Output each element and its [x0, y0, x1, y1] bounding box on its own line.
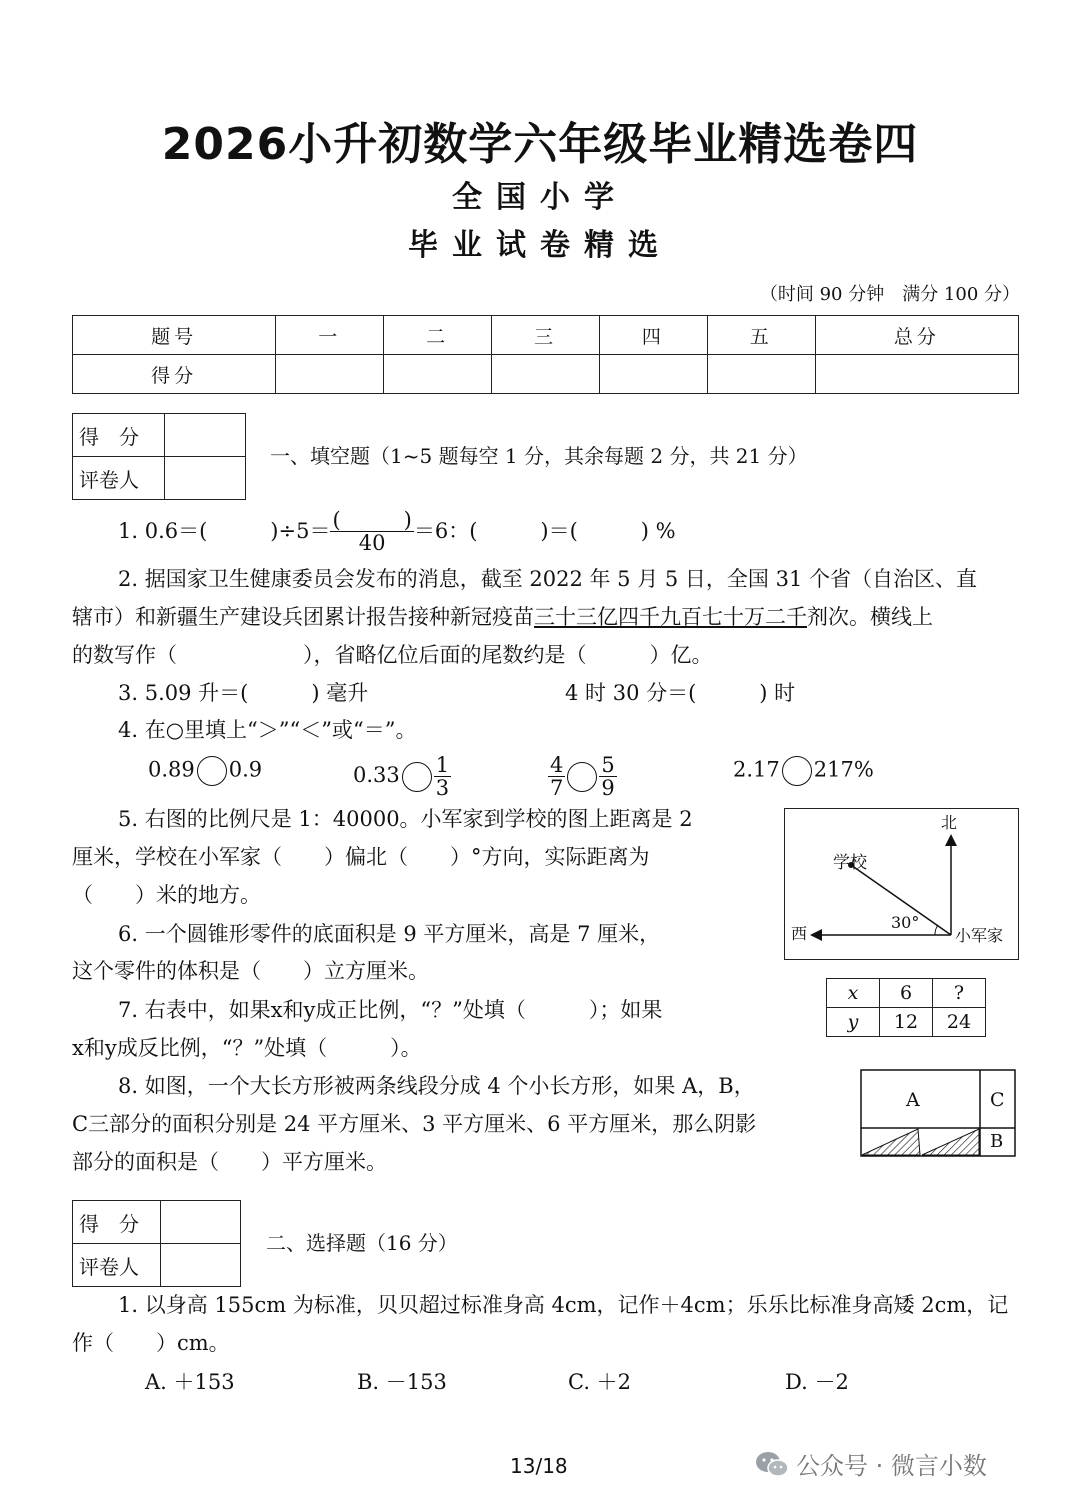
x-value: ? [933, 979, 986, 1008]
score-header-cell: 一 [276, 316, 384, 355]
q1-8-line1: 8. 如图，一个大长方形被两条线段分成 4 个小长方形，如果 A，B， [118, 1074, 755, 1098]
grader-score-label: 得 分 [73, 1201, 161, 1244]
q1-4-compare-1 [148, 756, 262, 786]
score-header-cell: 三 [492, 316, 600, 355]
q1-3-part-a: 3. 5.09 升＝( ) 毫升 [118, 681, 369, 705]
q1-8-line3: 部分的面积是（ ）平方厘米。 [72, 1150, 387, 1174]
angle-label: 30° [891, 913, 920, 932]
compare-circle[interactable] [402, 762, 432, 792]
q1-7-line2: x和y成反比例，“？”处填（ ）。 [72, 1036, 422, 1060]
option-c[interactable]: C. ＋2 [568, 1370, 632, 1394]
rectangle-figure [860, 1069, 1016, 1157]
q1-2-underlined-number: 三十三亿四千九百七十万二千 [534, 605, 807, 629]
y-value: 24 [933, 1008, 986, 1037]
option-a[interactable]: A. ＋153 [145, 1370, 235, 1394]
q1-4-compare-2 [353, 754, 451, 799]
page-number: 13/18 [510, 1454, 568, 1478]
grader-score-label: 得 分 [73, 414, 165, 457]
y-label: y [827, 1008, 880, 1037]
fraction [548, 754, 565, 799]
wechat-icon [754, 1450, 790, 1480]
q1-6-line2: 这个零件的体积是（ ）立方厘米。 [72, 959, 429, 983]
x-label: x [827, 979, 880, 1008]
grader-name-label: 评卷人 [73, 457, 165, 500]
compare-left: 0.89 [148, 757, 195, 782]
angle-arc [935, 925, 938, 935]
score-input-cell[interactable] [492, 355, 600, 394]
grader-name-label: 评卷人 [73, 1244, 161, 1287]
subtitle-national: 全国小学 [452, 180, 628, 215]
region-a-label: A [906, 1089, 920, 1111]
fraction-denominator: 9 [601, 776, 615, 801]
fraction-numerator: ( ) [332, 508, 412, 532]
fraction-numerator: 1 [435, 753, 450, 777]
score-row-label: 得分 [73, 355, 276, 394]
q1-1 [118, 508, 676, 556]
q1-1-part-a: 1. 0.6＝( )÷5＝ [118, 519, 331, 544]
fraction-denominator: 40 [358, 531, 386, 556]
score-header-cell: 二 [384, 316, 492, 355]
fraction [599, 754, 616, 799]
fraction-denominator: 3 [435, 776, 450, 801]
compare-circle[interactable] [782, 756, 812, 786]
q1-2-line1: 2. 据国家卫生健康委员会发布的消息，截至 2022 年 5 月 5 日，全国 31 个省（自治区、直 [118, 567, 977, 591]
q1-2-text: 辖市）和新疆生产建设兵团累计报告接种新冠疫苗 [72, 605, 534, 629]
score-header-cell: 总分 [815, 316, 1018, 355]
q1-7-line1: 7. 右表中，如果x和y成正比例，“？”处填（ ）；如果 [118, 998, 663, 1022]
compare-left: 0.33 [353, 763, 400, 788]
west-label: 西 [791, 924, 808, 943]
shaded-triangle [922, 1129, 979, 1155]
q2-1-line2: 作（ ）cm。 [72, 1331, 230, 1355]
fraction [434, 754, 451, 799]
score-table [72, 315, 1019, 394]
score-input-cell[interactable] [276, 355, 384, 394]
option-b[interactable]: B. －153 [357, 1370, 447, 1394]
fraction-numerator: 4 [550, 753, 564, 777]
option-d[interactable]: D. －2 [785, 1370, 849, 1394]
home-label: 小军家 [955, 926, 1004, 945]
direction-map-figure [784, 808, 1019, 960]
q1-2-line2 [72, 607, 933, 628]
score-table-row [73, 355, 1019, 394]
section1-title: 一、填空题（1~5 题每空 1 分，其余每题 2 分，共 21 分） [270, 444, 808, 468]
q1-1-part-b: ＝6：( )＝( ) % [413, 519, 676, 544]
compare-right: 217% [813, 757, 874, 782]
q1-4-line1: 4. 在○里填上“＞”“＜”或“＝”。 [118, 718, 417, 742]
q1-5-line2: 厘米，学校在小军家（ ）偏北（ ）°方向，实际距离为 [72, 845, 650, 869]
q2-1-line1: 1. 以身高 155cm 为标准，贝贝超过标准身高 4cm，记作＋4cm；乐乐比标准身高矮 2cm，记 [118, 1293, 1009, 1317]
x-value: 6 [880, 979, 933, 1008]
school-label: 学校 [833, 853, 867, 873]
score-header-cell: 五 [707, 316, 815, 355]
q1-3-part-b: 4 时 30 分＝( ) 时 [565, 681, 796, 705]
y-value: 12 [880, 1008, 933, 1037]
q1-4-compare-3 [548, 754, 617, 799]
score-input-cell[interactable] [707, 355, 815, 394]
page-title: 2026小升初数学六年级毕业精选卷四 [161, 119, 919, 170]
compare-circle[interactable] [197, 756, 227, 786]
fraction-denominator: 7 [550, 776, 564, 801]
compare-circle[interactable] [567, 762, 597, 792]
xy-table [826, 978, 986, 1037]
q1-1-fraction [330, 509, 413, 554]
north-label: 北 [941, 813, 958, 832]
q1-2-line3: 的数写作（ ），省略亿位后面的尾数约是（ ）亿。 [72, 643, 713, 667]
q1-2-text-end: 剂次。横线上 [807, 605, 933, 629]
region-c-label: C [990, 1089, 1005, 1111]
grader-name-input[interactable] [165, 457, 246, 500]
q1-5-line1: 5. 右图的比例尺是 1：40000。小军家到学校的图上距离是 2 [118, 807, 693, 831]
section2-title: 二、选择题（16 分） [266, 1231, 458, 1255]
grader-name-input[interactable] [161, 1244, 241, 1287]
region-b-label: B [990, 1131, 1004, 1152]
q1-8-line2: C三部分的面积分别是 24 平方厘米、3 平方厘米、6 平方厘米，那么阴影 [72, 1112, 757, 1136]
score-table-header [73, 316, 1019, 355]
fraction-numerator: 5 [601, 753, 615, 777]
grader-score-input[interactable] [161, 1201, 241, 1244]
grader-box-section1 [72, 413, 246, 500]
q1-5-line3: （ ）米的地方。 [72, 883, 261, 907]
q1-6-line1: 6. 一个圆锥形零件的底面积是 9 平方厘米，高是 7 厘米， [118, 922, 661, 946]
score-input-cell[interactable] [384, 355, 492, 394]
score-input-cell[interactable] [815, 355, 1018, 394]
grader-box-section2 [72, 1200, 241, 1287]
subtitle-selection: 毕业试卷精选 [408, 228, 672, 263]
shaded-triangle [862, 1129, 920, 1155]
watermark: 公众号 · 微言小数 [796, 1452, 987, 1480]
score-header-cell: 四 [599, 316, 707, 355]
exam-meta: （时间 90 分钟 满分 100 分） [759, 284, 1020, 305]
score-header-cell: 题号 [73, 316, 276, 355]
score-input-cell[interactable] [599, 355, 707, 394]
compare-left: 2.17 [733, 757, 780, 782]
grader-score-input[interactable] [165, 414, 246, 457]
q1-4-compare-4 [733, 756, 874, 786]
compare-right: 0.9 [228, 757, 263, 782]
